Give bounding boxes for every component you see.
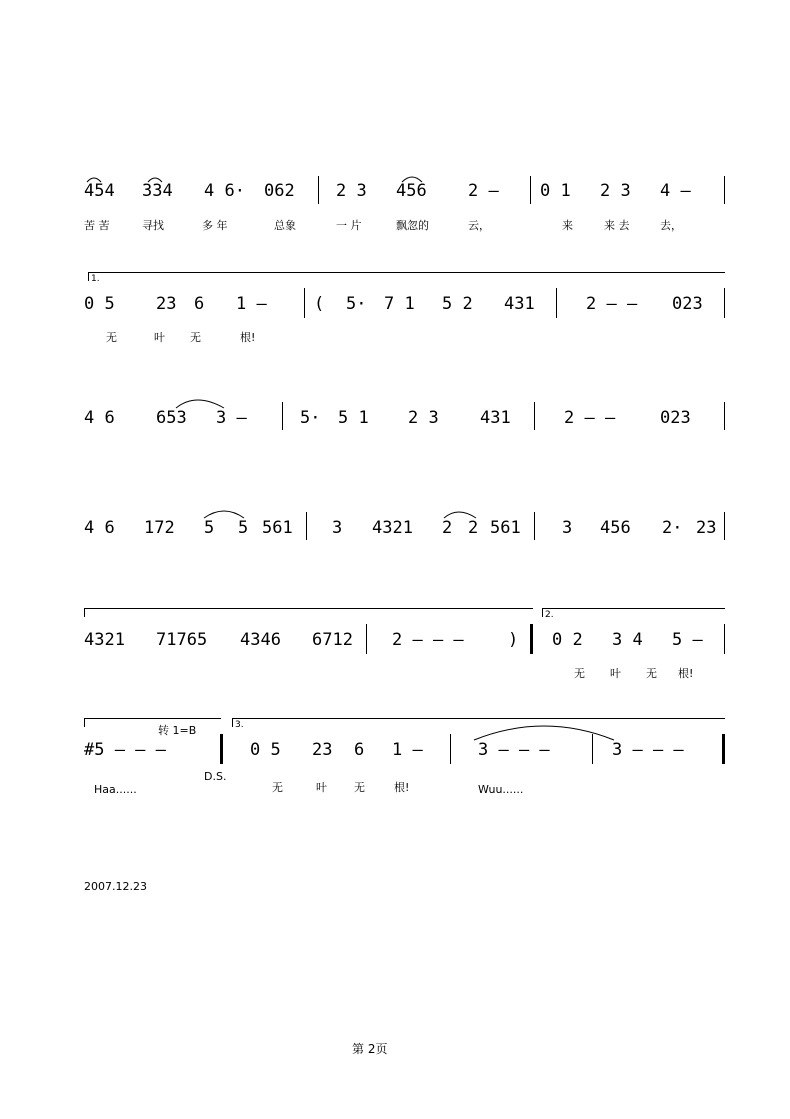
note-group: 4321 [84,630,125,650]
lyric: 云， [468,219,490,232]
note-group: 3 4 [612,630,643,650]
barline [534,512,535,540]
volta-bracket [84,608,533,617]
lyric: 寻找 [142,219,164,232]
transpose-mark: 转 1=B [158,724,197,737]
paren: ( [314,294,325,314]
note-group: 5 [204,518,215,538]
volta-bracket-2 [542,608,725,617]
note-group: 23 [312,740,333,760]
note-group: 5· [346,294,367,314]
note-group: 3 – – – [478,740,550,760]
note-group: #5 – – – [84,740,166,760]
lyric: 一 片 [336,219,362,232]
note-group: 5 – [672,630,703,650]
note-group: 334 [142,181,173,201]
note-group: 456 [396,181,427,201]
note-group: 2 3 [336,181,367,201]
note-group: 2 – – [586,294,638,314]
system-5 [84,608,726,688]
volta-bracket [88,272,725,281]
lyric: 飘忽的 [396,219,429,232]
barline [556,288,557,318]
note-group: 4 – [660,181,691,201]
barline [724,288,725,318]
note-group: 3 [332,518,343,538]
system-3 [84,396,726,436]
note-group: 454 [84,181,115,201]
system-1 [84,170,726,240]
note-group: 3 – [216,408,247,428]
note-group: 1 – [236,294,267,314]
barline [282,402,283,430]
note-group: 023 [660,408,691,428]
lyric: 无 [354,781,365,794]
note-group: 2 3 [408,408,439,428]
note-group: 2 – – [564,408,616,428]
lyric: 去， [660,219,682,232]
note-group: 5 2 [442,294,473,314]
lyric: 无 [272,781,283,794]
volta-label: 1. [91,274,100,284]
note-group: 23 [696,518,717,538]
note-group: 561 [490,518,521,538]
date-stamp: 2007.12.23 [84,880,147,893]
lyric: Wuu...... [478,783,524,796]
barline [724,512,725,540]
lyric: 来 [562,219,573,232]
ds-mark: D.S. [204,770,227,783]
volta-label: 2. [545,610,554,620]
note-group: 6 [354,740,365,760]
note-group: 0 1 [540,181,571,201]
barline [318,176,319,204]
lyric: 苦 苦 [84,219,110,232]
lyric: 无 [106,331,117,344]
barline [534,402,535,430]
note-group: 6 [194,294,205,314]
lyric: 根! [678,667,694,680]
note-group: 0 2 [552,630,583,650]
note-group: 062 [264,181,295,201]
barline [724,624,725,654]
final-barline [722,734,725,764]
note-group: 71765 [156,630,208,650]
note-group: 2 [442,518,453,538]
lyric: 总象 [274,219,296,232]
note-group: 431 [480,408,511,428]
barline [304,288,305,318]
lyric: 叶 [316,781,327,794]
note-group: 4 6 [84,518,115,538]
lyric: 根! [240,331,256,344]
paren: ) [508,630,519,650]
note-group: 4 6· [204,181,245,201]
barline [724,176,725,204]
note-group: 172 [144,518,175,538]
barline [306,512,307,540]
note-group: 3 – – – [612,740,684,760]
note-group: 6712 [312,630,353,650]
note-group: 5 1 [338,408,369,428]
volta-label: 3. [235,720,244,730]
barline [220,734,223,764]
lyric: 叶 [154,331,165,344]
system-6 [84,718,726,798]
note-group: 4321 [372,518,413,538]
note-group: 0 5 [84,294,115,314]
barline [724,402,725,430]
note-group: 23 [156,294,177,314]
note-group: 0 5 [250,740,281,760]
note-group: 7 1 [384,294,415,314]
note-group: 2 [468,518,479,538]
note-group: 2 3 [600,181,631,201]
note-group: 2 – [468,181,499,201]
note-group: 561 [262,518,293,538]
note-group: 5· [300,408,321,428]
system-2 [84,272,726,352]
lyric: 无 [646,667,657,680]
lyric: 多 年 [202,219,228,232]
note-group: 2 – – – [392,630,464,650]
lyric: 根! [394,781,410,794]
page-number: 第 2页 [352,1042,388,1056]
note-group: 4 6 [84,408,115,428]
barline [530,176,531,204]
note-group: 431 [504,294,535,314]
barline [592,734,593,764]
note-group: 3 [562,518,573,538]
repeat-barline [530,624,533,654]
note-group: 2· [662,518,683,538]
lyric: Haa...... [94,783,137,796]
note-group: 653 [156,408,187,428]
note-group: 5 [238,518,249,538]
note-group: 1 – [392,740,423,760]
note-group: 4346 [240,630,281,650]
lyric: 无 [574,667,585,680]
lyric: 无 [190,331,201,344]
system-4 [84,506,726,546]
barline [366,624,367,654]
lyric: 叶 [610,667,621,680]
lyric: 来 去 [604,219,630,232]
barline [450,734,451,764]
note-group: 456 [600,518,631,538]
note-group: 023 [672,294,703,314]
